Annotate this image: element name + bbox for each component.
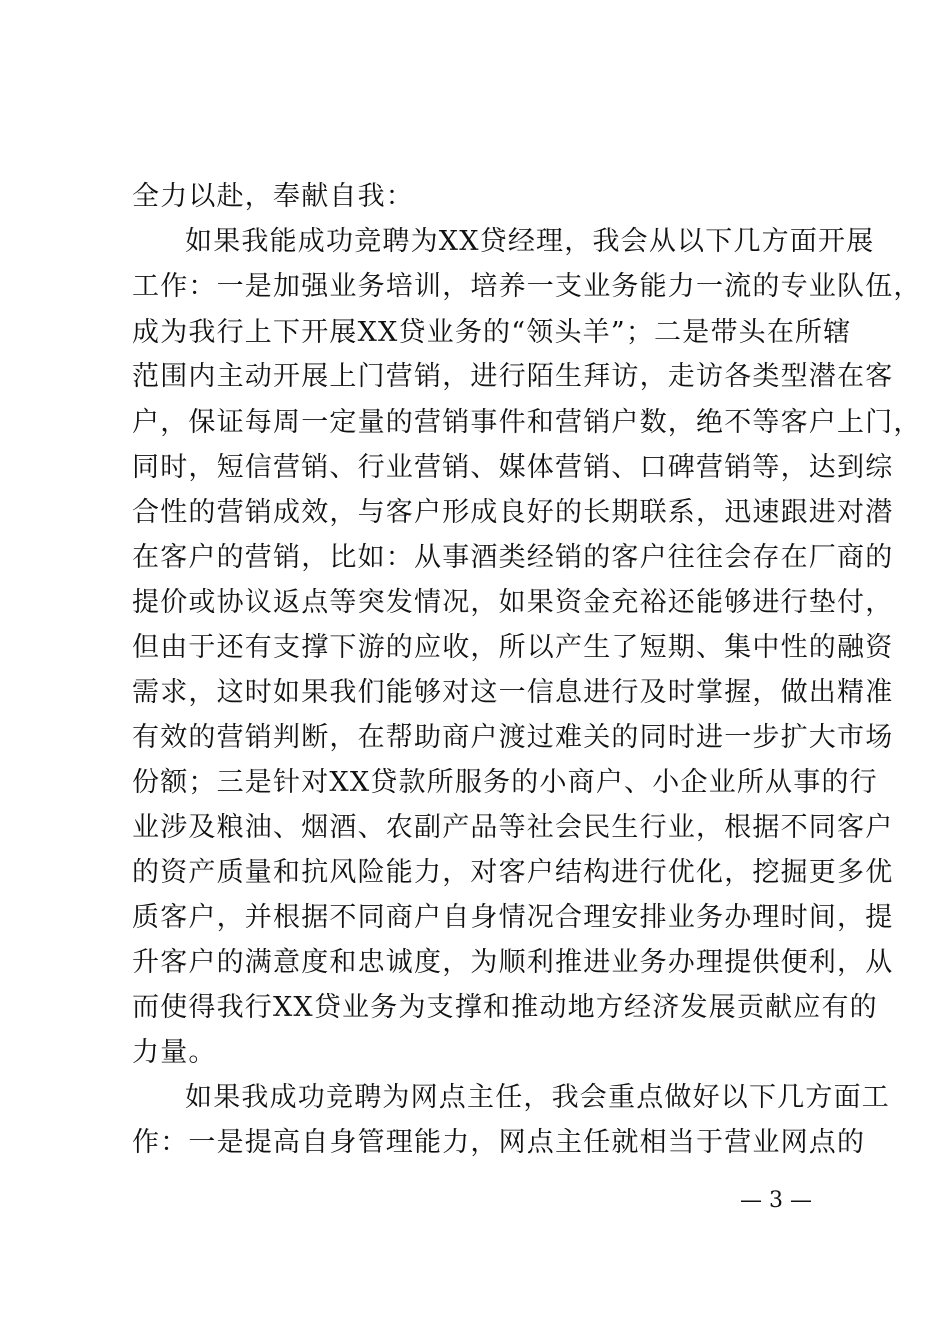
text-line: 需求，这时如果我们能够对这一信息进行及时掌握，做出精准: [132, 677, 894, 708]
text-line: 份额；三是针对XX贷款所服务的小商户、小企业所从事的行: [132, 767, 878, 798]
text-line: 如果我能成功竞聘为XX贷经理，我会从以下几方面开展: [185, 226, 875, 257]
text-line: 而使得我行XX贷业务为支撑和推动地方经济发展贡献应有的: [132, 992, 878, 1023]
text-line: 作：一是提高自身管理能力，网点主任就相当于营业网点的: [132, 1127, 866, 1158]
text-line: 成为我行上下开展XX贷业务的“领头羊”；二是带头在所辖: [132, 317, 852, 348]
text-line: 升客户的满意度和忠诚度，为顺利推进业务办理提供便利，从: [132, 947, 894, 978]
text-line: 但由于还有支撑下游的应收，所以产生了短期、集中性的融资: [132, 632, 894, 663]
text-line: 力量。: [132, 1037, 217, 1068]
page-number: — 3 —: [740, 1188, 812, 1213]
text-line: 同时，短信营销、行业营销、媒体营销、口碑营销等，达到综: [132, 452, 894, 483]
text-line: 在客户的营销，比如：从事酒类经销的客户往往会存在厂商的: [132, 542, 894, 573]
text-line: 合性的营销成效，与客户形成良好的长期联系，迅速跟进对潜: [132, 497, 894, 528]
text-line: 工作：一是加强业务培训，培养一支业务能力一流的专业队伍，: [132, 271, 922, 302]
text-line: 的资产质量和抗风险能力，对客户结构进行优化，挖掘更多优: [132, 857, 894, 888]
text-line: 业涉及粮油、烟酒、农副产品等社会民生行业，根据不同客户: [132, 812, 894, 843]
text-line: 户，保证每周一定量的营销事件和营销户数，绝不等客户上门，: [132, 407, 922, 438]
text-line: 全力以赴，奉献自我：: [132, 181, 414, 212]
text-line: 范围内主动开展上门营销，进行陌生拜访，走访各类型潜在客: [132, 361, 894, 392]
text-line: 提价或协议返点等突发情况，如果资金充裕还能够进行垫付，: [132, 587, 894, 618]
text-line: 如果我成功竞聘为网点主任，我会重点做好以下几方面工: [185, 1082, 890, 1113]
text-line: 有效的营销判断，在帮助商户渡过难关的同时进一步扩大市场: [132, 722, 894, 753]
text-line: 质客户，并根据不同商户自身情况合理安排业务办理时间，提: [132, 902, 894, 933]
